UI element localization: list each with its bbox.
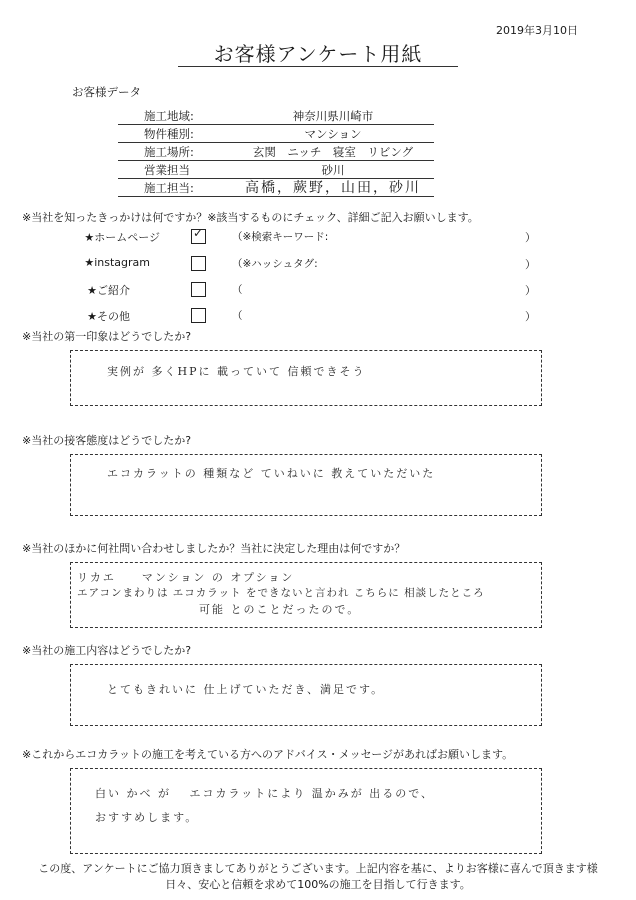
info-value: 神奈川県川崎市 — [292, 109, 374, 123]
question-6: ※これからエコカラットの施工を考えている方へのアドバイス・メッセージがあればお願いします。 — [22, 748, 514, 761]
option-detail: （ — [232, 284, 243, 296]
handwritten-answer: 可能 とのことだったので。 — [199, 603, 361, 616]
handwritten-answer: 実例が 多くHPに 載っていて 信頼できそう — [107, 365, 366, 378]
checkbox-homepage[interactable] — [191, 226, 206, 244]
info-label: 施工場所: — [144, 145, 194, 159]
option-close: ） — [525, 231, 536, 244]
footer-line: この度、アンケートにご協力頂きましてありがとうございます。上記内容を基に、よりお客様に喜んで頂きます様 — [38, 862, 598, 875]
info-value: 玄関 ニッチ 寝室 リビング — [252, 145, 414, 159]
title-underline — [178, 66, 458, 67]
option-label: ★ホームページ — [84, 231, 160, 244]
checkbox-instagram[interactable] — [191, 256, 206, 271]
question-4: ※当社のほかに何社問い合わせしましたか？当社に決定した理由は何ですか？ — [22, 542, 406, 555]
question-1: ※当社を知ったきっかけは何ですか？※該当するものにチェック、詳細ご記入お願いします。 — [22, 211, 479, 224]
option-close: ） — [525, 284, 536, 297]
info-row-property-type — [118, 126, 434, 143]
option-detail: （※ハッシュタグ: — [232, 258, 318, 270]
option-close: ） — [525, 310, 536, 323]
footer-line: 日々、安心と信頼を求めて100%の施工を目指して行きます。 — [165, 878, 471, 891]
info-value-handwritten: 高橋，蕨野，山田，砂川 — [245, 180, 421, 196]
answer-box-workmanship[interactable] — [70, 664, 542, 726]
handwritten-answer: 白い かべ が エコカラットにより 温かみが 出るので、 — [95, 787, 435, 800]
info-value: マンション — [304, 127, 362, 141]
info-row-area — [118, 108, 434, 125]
info-label: 施工担当: — [144, 181, 194, 195]
info-label: 施工地域: — [144, 109, 194, 123]
question-3: ※当社の接客態度はどうでしたか? — [22, 434, 192, 447]
page-title: お客様アンケート用紙 — [213, 42, 423, 66]
handwritten-answer: エアコンまわりは エコカラット をできないと言われ こちらに 相談したところ — [77, 587, 485, 599]
handwritten-answer: おすすめします。 — [95, 811, 199, 824]
option-detail: （ — [232, 310, 243, 322]
info-label: 物件種別: — [144, 127, 194, 141]
option-label: ★ご紹介 — [87, 284, 130, 297]
info-label: 営業担当 — [144, 163, 190, 177]
handwritten-answer: エコカラットの 種類など ていねいに 教えていただいた — [107, 467, 436, 480]
info-row-installer — [118, 180, 434, 197]
option-label: ★instagram — [84, 256, 150, 269]
survey-date: 2019年3月10日 — [496, 24, 578, 37]
handwritten-answer: とてもきれいに 仕上げていただき、満足です。 — [107, 683, 385, 696]
option-label: ★その他 — [87, 310, 130, 323]
info-value: 砂川 — [321, 163, 345, 177]
check-mark-icon: ✓ — [193, 226, 204, 240]
answer-box-reason[interactable] — [70, 562, 542, 628]
answer-box-first-impression[interactable] — [70, 350, 542, 406]
answer-box-service[interactable] — [70, 454, 542, 516]
customer-data-heading: お客様データ — [72, 85, 141, 99]
answer-box-advice[interactable] — [70, 768, 542, 854]
option-detail: （※検索キーワード: — [232, 231, 329, 243]
question-5: ※当社の施工内容はどうでしたか? — [22, 644, 192, 657]
checkbox-other[interactable] — [191, 308, 206, 323]
question-2: ※当社の第一印象はどうでしたか? — [22, 330, 192, 343]
handwritten-answer: リカエ マンション の オプション — [77, 571, 295, 584]
option-close: ） — [525, 258, 536, 271]
info-row-location — [118, 144, 434, 161]
checkbox-referral[interactable] — [191, 282, 206, 297]
